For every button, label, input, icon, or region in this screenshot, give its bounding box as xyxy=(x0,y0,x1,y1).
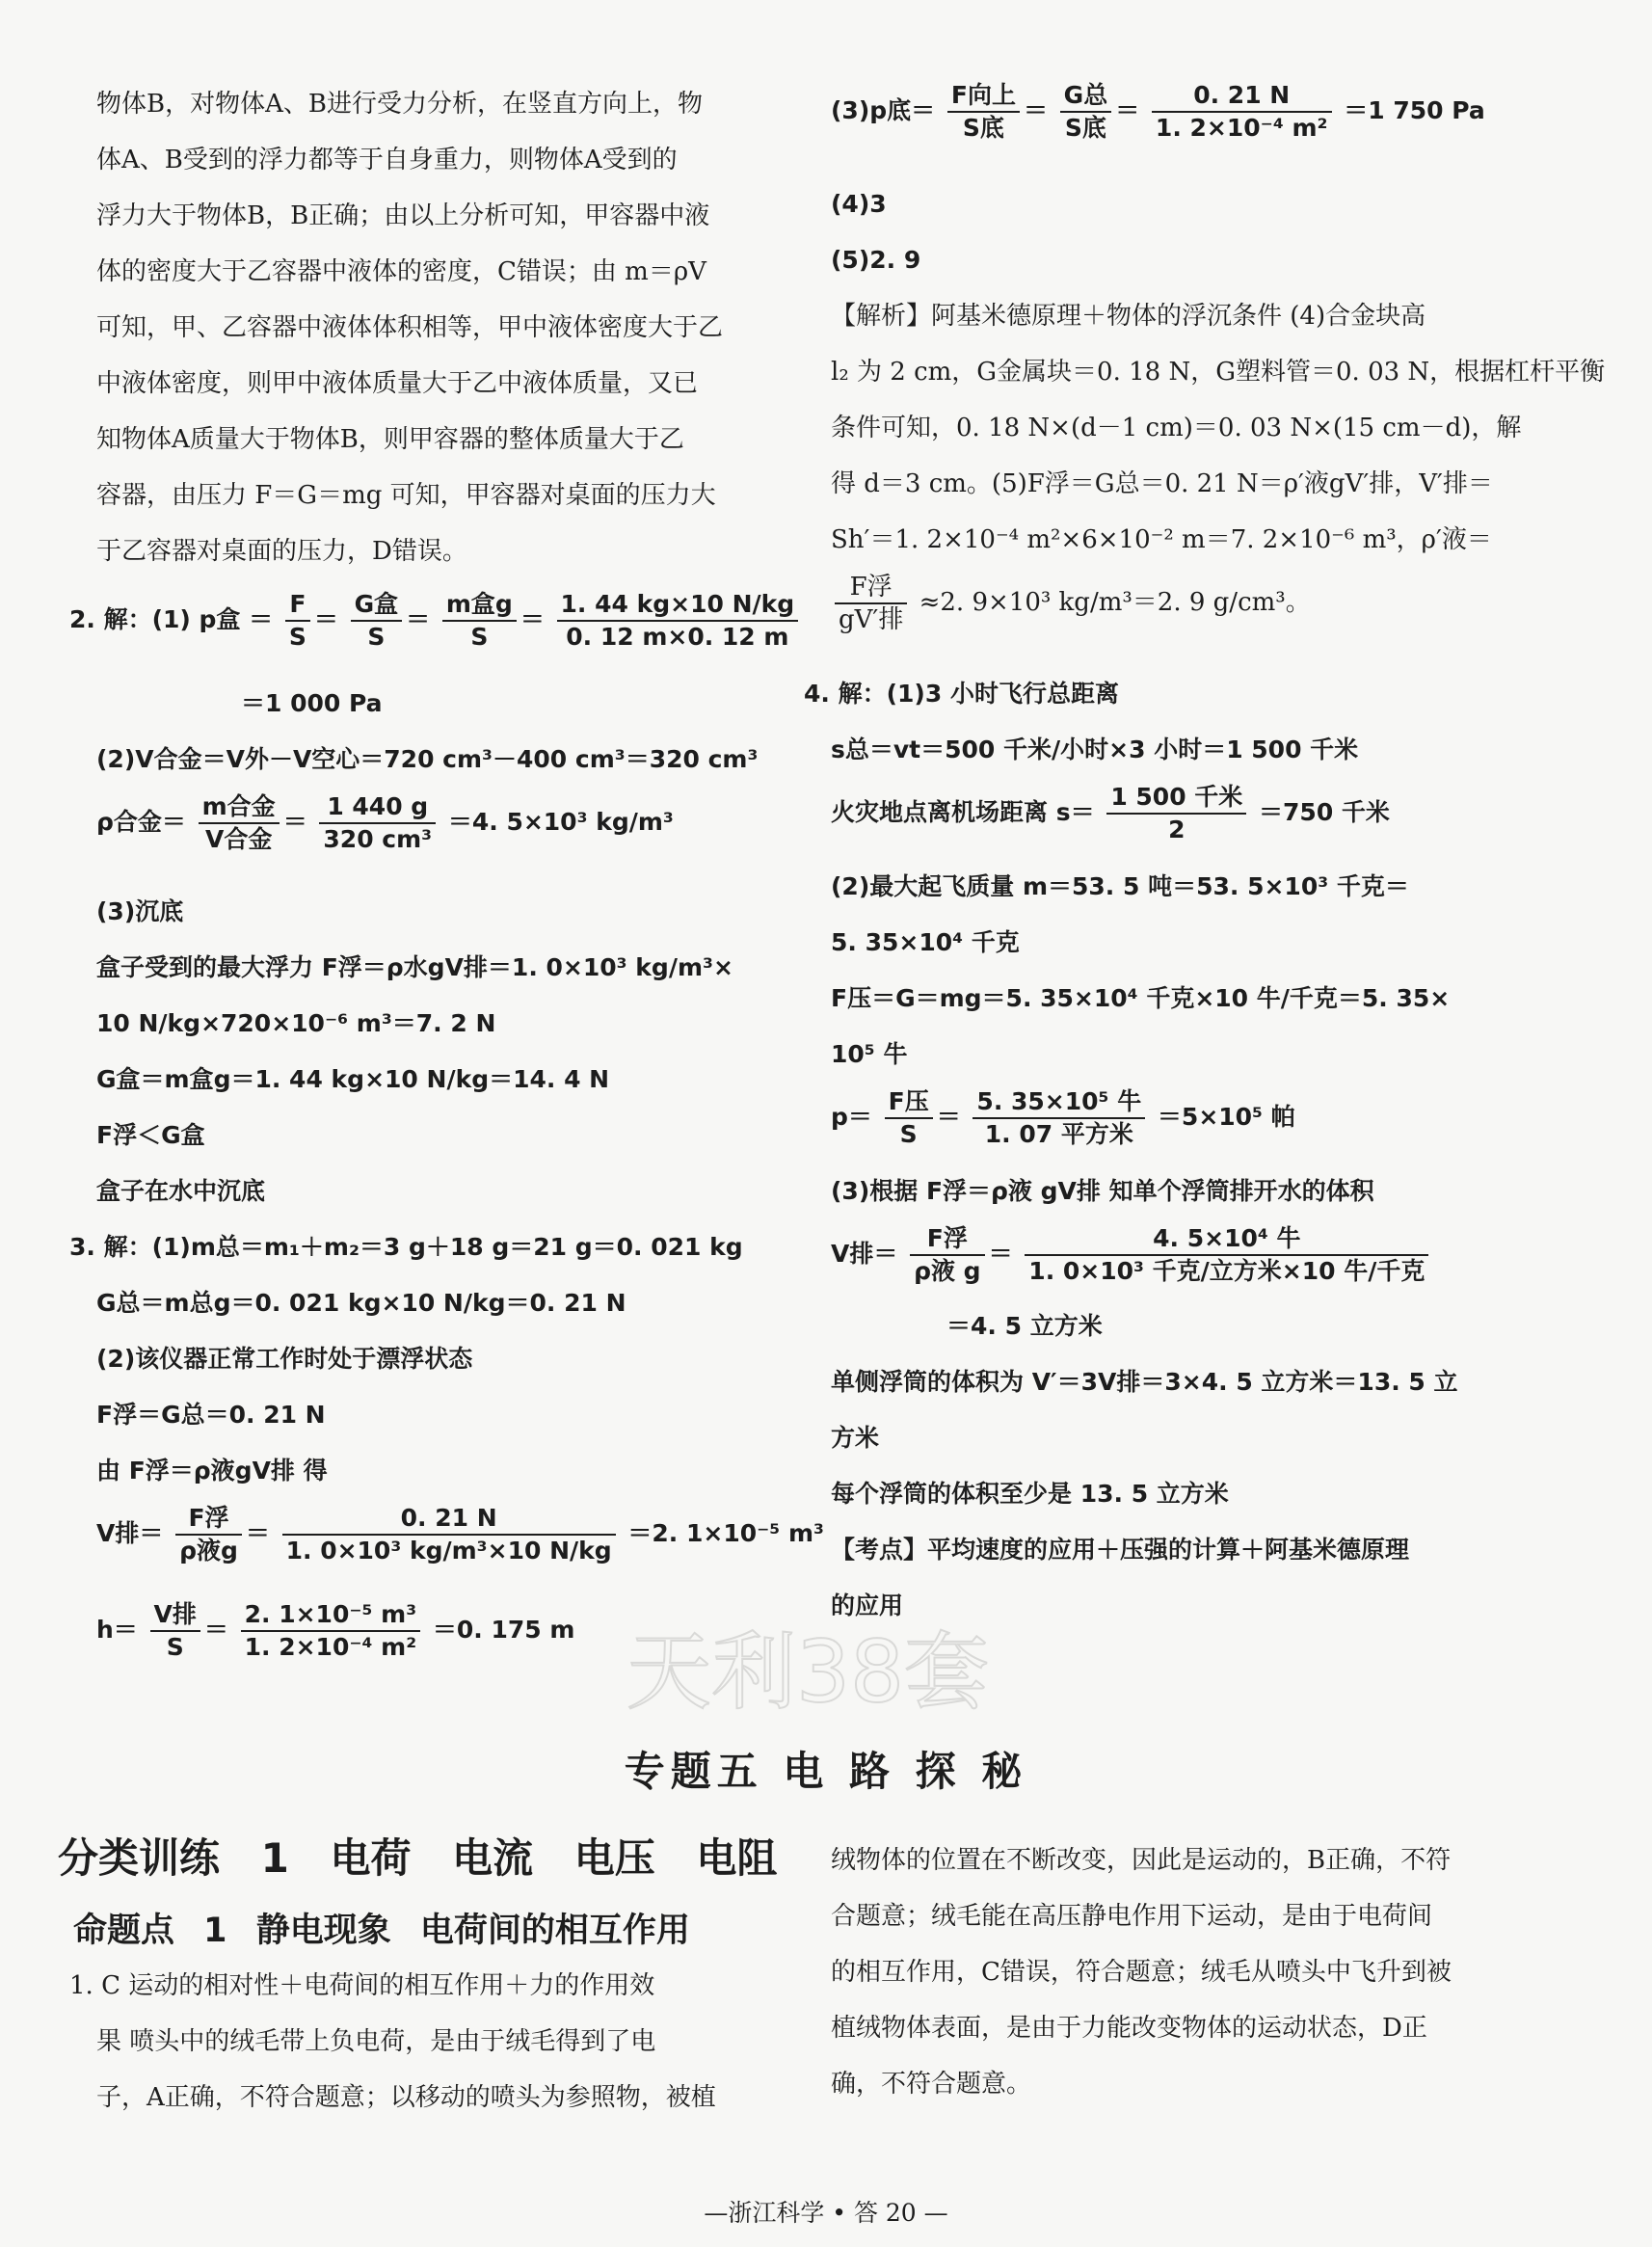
q4-volume-formula: V排＝ $\frac{\text{F浮}}{\text{ρ液 g}}$ ＝ $\frac{\text{4. 5×10⁴ 牛}}{\text{1. 0×10³ 千克/立方米×10 牛/千克}}$ xyxy=(831,1220,1432,1288)
text-line: 可知，甲、乙容器中液体体积相等，甲中液体密度大于乙 xyxy=(96,313,724,342)
text-line: 盒子在水中沉底 xyxy=(96,1177,266,1205)
fraction: $\frac{\text{2. 1×10⁻⁵ m³}}{\text{1. 2×10⁻⁴ m²}}$ xyxy=(241,1599,421,1663)
section-title: 专题五 电 路 探 秘 xyxy=(624,1748,1028,1795)
text-line: F浮＜G盒 xyxy=(96,1121,205,1149)
text-line: 物体B，对物体A、B进行受力分析，在竖直方向上，物 xyxy=(96,90,703,119)
text-line: 浮力大于物体B，B正确；由以上分析可知，甲容器中液 xyxy=(96,201,710,230)
text-line: 于乙容器对桌面的压力，D错误。 xyxy=(96,537,467,566)
p-bottom-formula: (3)p底＝ $\frac{\text{F向上}}{\text{S底}}$ ＝ $\frac{\text{G总}}{\text{S底}}$ ＝ $\frac{0. 21 N}{\text{1. 2×10⁻⁴ m²}}$ ＝1 750 Pa xyxy=(831,81,1485,142)
text-line: 确，不符合题意。 xyxy=(831,2070,1032,2099)
text-line: (3)沉底 xyxy=(96,897,184,925)
text-line: 盒子受到的最大浮力 F浮＝ρ水gV排＝1. 0×10³ kg/m³× xyxy=(96,953,733,981)
answer-5: (5)2. 9 xyxy=(831,246,921,274)
class-title: 分类训练 1 电荷 电流 电压 电阻 xyxy=(58,1834,778,1882)
text-line: 单侧浮筒的体积为 V′＝3V排＝3×4. 5 立方米＝13. 5 立 xyxy=(831,1368,1458,1396)
watermark-logo xyxy=(617,1610,1022,1725)
analysis-line: 【解析】阿基米德原理＋物体的浮沉条件 (4)合金块高 xyxy=(831,302,1426,331)
fraction: $\frac{F}{S}$ xyxy=(285,589,310,653)
text-line: 【考点】平均速度的应用＋压强的计算＋阿基米德原理 xyxy=(831,1536,1410,1564)
fraction: $\frac{0. 21 N}{\text{1. 0×10³ kg/m³×10 N/kg}}$ xyxy=(282,1503,616,1566)
q2-volume-line: (2)V合金＝V外－V空心＝720 cm³－400 cm³＝320 cm³ xyxy=(96,745,759,773)
q4-volume-result: ＝4. 5 立方米 xyxy=(946,1312,1103,1340)
fraction: $\frac{0. 21 N}{\text{1. 2×10⁻⁴ m²}}$ xyxy=(1152,80,1332,144)
text-line: 每个浮筒的体积至少是 13. 5 立方米 xyxy=(831,1480,1229,1508)
analysis-line: 条件可知，0. 18 N×(d－1 cm)＝0. 03 N×(15 cm－d)，解 xyxy=(831,414,1522,442)
fraction: $\frac{\text{m合金}}{\text{V合金}}$ xyxy=(199,791,280,855)
text-line: (3)根据 F浮＝ρ液 gV排 知单个浮筒排开水的体积 xyxy=(831,1177,1374,1205)
text-line: F压＝G＝mg＝5. 35×10⁴ 千克×10 牛/千克＝5. 35× xyxy=(831,984,1451,1012)
fraction: $\frac{\text{4. 5×10⁴ 牛}}{\text{1. 0×10³ 千克/立方米×10 牛/千克}}$ xyxy=(1025,1223,1428,1287)
q4-distance-formula: 火灾地点离机场距离 s＝ $\frac{\text{1 500 千米}}{2}$ ＝750 千米 xyxy=(831,783,1390,843)
text-line: 中液体密度，则甲中液体质量大于乙中液体质量，又已 xyxy=(96,369,699,398)
text-line: 体的密度大于乙容器中液体的密度，C错误；由 m＝ρV xyxy=(96,257,706,286)
q4-pressure-formula: p＝ $\frac{\text{F压}}{S}$ ＝ $\frac{\text{5. 35×10⁵ 牛}}{\text{1. 07 平方米}}$ ＝5×10⁵ 帕 xyxy=(831,1087,1295,1148)
text-line: (2)该仪器正常工作时处于漂浮状态 xyxy=(96,1345,473,1373)
text-line: 10⁵ 牛 xyxy=(831,1040,908,1068)
fraction: $\frac{1 440 g}{\text{320 cm³}}$ xyxy=(319,791,436,855)
text-line: G总＝m总g＝0. 021 kg×10 N/kg＝0. 21 N xyxy=(96,1289,626,1317)
text-line: 10 N/kg×720×10⁻⁶ m³＝7. 2 N xyxy=(96,1009,496,1037)
fraction: $\frac{1. 44 kg\times 10 N/kg}{0. 12 m\times 0. 12 m}$ xyxy=(557,589,799,653)
text-line: 合题意；绒毛能在高压静电作用下运动，是由于电荷间 xyxy=(831,1902,1433,1931)
text-line: F浮＝G总＝0. 21 N xyxy=(96,1401,326,1429)
text-line: 由 F浮＝ρ液gV排 得 xyxy=(96,1457,328,1485)
text-line: 方米 xyxy=(831,1424,880,1452)
q3-volume-formula: V排＝ $\frac{\text{F浮}}{\text{ρ液g}}$ ＝ $\frac{0. 21 N}{\text{1. 0×10³ kg/m³×10 N/kg}}$ ＝2. 1×10⁻⁵ m³ xyxy=(96,1504,824,1565)
fraction: $\frac{\text{1 500 千米}}{2}$ xyxy=(1106,782,1246,845)
q2-pressure-formula: 2. 解：(1) p盒 ＝ $\frac{F}{S}$ ＝ $\frac{\text{G盒}}{S}$ ＝ $\frac{\text{m盒g}}{S}$ ＝ $\frac{1. 44 kg\times 10 N/kg}{0. 12 m\times 0. 12 m}$ xyxy=(69,586,802,654)
text-line: 绒物体的位置在不断改变，因此是运动的，B正确，不符 xyxy=(831,1846,1452,1875)
sub-title: 命题点 1 静电现象 电荷间的相互作用 xyxy=(73,1912,690,1950)
analysis-line: l₂ 为 2 cm，G金属块＝0. 18 N，G塑料管＝0. 03 N，根据杠杆平衡 xyxy=(831,358,1606,387)
q2-result: ＝1 000 Pa xyxy=(241,689,383,717)
q2-density-formula: ρ合金＝ $\frac{\text{m合金}}{\text{V合金}}$ ＝ $\frac{1 440 g}{\text{320 cm³}}$ ＝4. 5×10³ kg/m³ xyxy=(96,792,674,853)
text-line: 的相互作用，C错误，符合题意；绒毛从喷头中飞升到被 xyxy=(831,1958,1452,1987)
analysis-line: Sh′＝1. 2×10⁻⁴ m²×6×10⁻² m＝7. 2×10⁻⁶ m³，ρ′液＝ xyxy=(831,525,1492,554)
formula-head: 2. 解：(1) p盒 ＝ xyxy=(69,605,274,633)
text-line: 1. C 运动的相对性＋电荷间的相互作用＋力的作用效 xyxy=(69,1971,655,2000)
text-line: s总＝vt＝500 千米/小时×3 小时＝1 500 千米 xyxy=(831,736,1359,763)
fraction: $\frac{\text{5. 35×10⁵ 牛}}{\text{1. 07 平方米}}$ xyxy=(973,1086,1145,1150)
fraction: $\frac{\text{F向上}}{\text{S底}}$ xyxy=(947,80,1020,144)
fraction: $\frac{\text{F浮}}{\text{ρ液 g}}$ xyxy=(910,1223,985,1287)
analysis-line: 得 d＝3 cm。(5)F浮＝G总＝0. 21 N＝ρ′液gV′排，V′排＝ xyxy=(831,469,1493,498)
analysis-density-formula: $\frac{\text{F浮}}{\text{gV′排}}$ ≈2. 9×10³ kg/m³＝2. 9 g/cm³。 xyxy=(831,569,1311,636)
text-line: 子，A正确，不符合题意；以移动的喷头为参照物，被植 xyxy=(96,2083,716,2112)
text-line: 知物体A质量大于物体B，则甲容器的整体质量大于乙 xyxy=(96,425,684,454)
fraction: $\frac{\text{F浮}}{\text{gV′排}}$ xyxy=(835,572,907,635)
text-line: 容器，由压力 F＝G＝mg 可知，甲容器对桌面的压力大 xyxy=(96,481,716,510)
fraction: $\frac{\text{m盒g}}{S}$ xyxy=(442,589,517,653)
watermark-text: 天利38套 xyxy=(626,1622,989,1722)
fraction: $\frac{\text{F浮}}{\text{ρ液g}}$ xyxy=(175,1503,242,1566)
fraction: $\frac{\text{V排}}{S}$ xyxy=(150,1599,200,1663)
q3-line: 3. 解：(1)m总＝m₁＋m₂＝3 g＋18 g＝21 g＝0. 021 kg xyxy=(69,1233,743,1261)
q3-height-formula: h＝ $\frac{\text{V排}}{S}$ ＝ $\frac{\text{2. 1×10⁻⁵ m³}}{\text{1. 2×10⁻⁴ m²}}$ ＝0. 175 m xyxy=(96,1600,575,1661)
answer-4: (4)3 xyxy=(831,190,887,218)
text-line: 果 喷头中的绒毛带上负电荷，是由于绒毛得到了电 xyxy=(96,2027,656,2056)
fraction: $\frac{\text{G盒}}{S}$ xyxy=(351,589,403,653)
text-line: G盒＝m盒g＝1. 44 kg×10 N/kg＝14. 4 N xyxy=(96,1065,610,1093)
text-line: 植绒物体表面，是由于力能改变物体的运动状态，D正 xyxy=(831,2014,1427,2043)
fraction: $\frac{\text{G总}}{\text{S底}}$ xyxy=(1060,80,1112,144)
text-line: 体A、B受到的浮力都等于自身重力，则物体A受到的 xyxy=(96,146,678,174)
text-line: 的应用 xyxy=(831,1592,904,1619)
text-line: 5. 35×10⁴ 千克 xyxy=(831,928,1020,956)
page-footer: —浙江科学 • 答 20 — xyxy=(704,2199,948,2227)
text-line: (2)最大起飞质量 m＝53. 5 吨＝53. 5×10³ 千克＝ xyxy=(831,872,1409,900)
q4-line: 4. 解：(1)3 小时飞行总距离 xyxy=(804,680,1119,708)
fraction: $\frac{\text{F压}}{S}$ xyxy=(885,1086,933,1150)
